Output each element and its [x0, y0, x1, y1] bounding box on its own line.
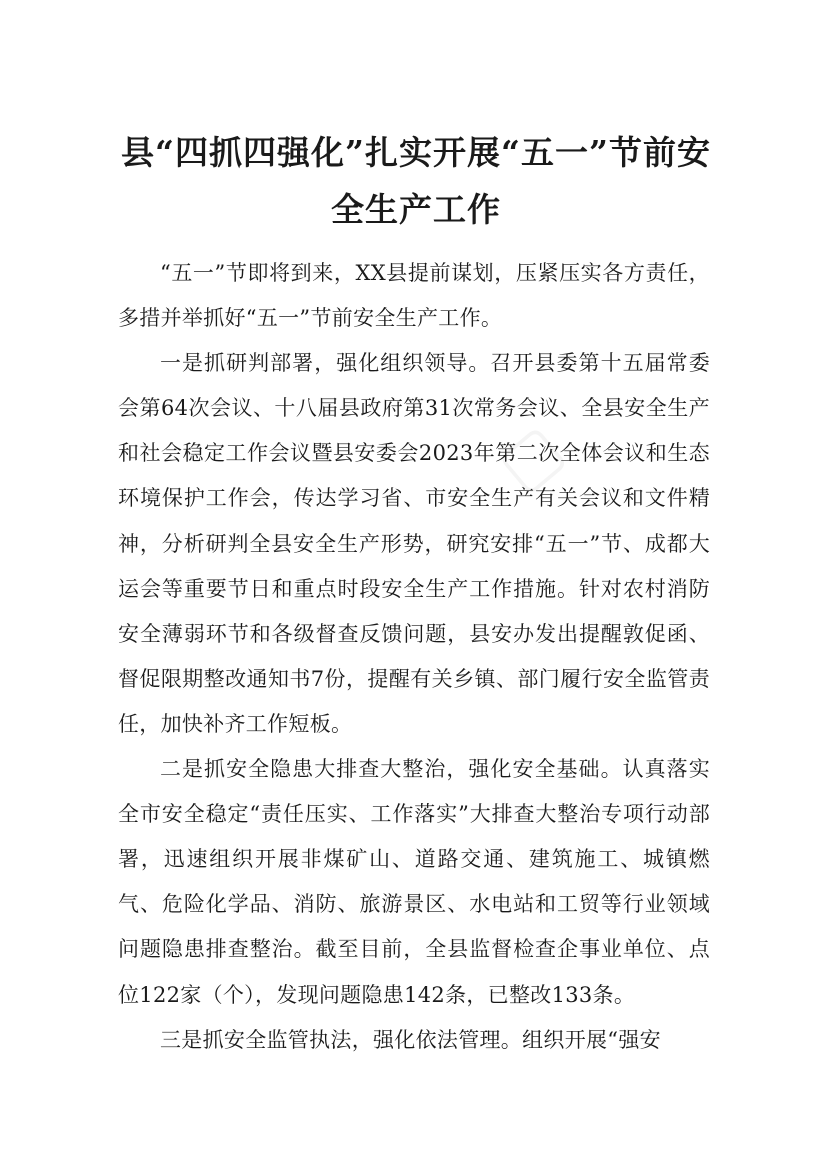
paragraph-point-3: 三是抓安全监管执法，强化依法管理。组织开展“强安 — [160, 1027, 661, 1052]
document-body — [118, 251, 710, 1063]
watermark: ▢ — [482, 409, 578, 506]
paragraph-intro: “五一”节即将到来，XX县提前谋划，压紧压实各方责任，多措并举抓好“五一”节前安全生产工作。 — [118, 261, 710, 331]
document-title — [118, 124, 714, 238]
paragraph-point-1: 一是抓研判部署，强化组织领导。召开县委第十五届常委会第64次会议、十八届县政府第31次常务会议、全县安全生产和社会稳定工作会议暨县安委会2023年第二次全体会议和生态环境保护工作会，传达学习省、市安全生产有关会议和文件精神，分析研判全县安全生产形势，研究安排“五一”节、成都大运会等重要节日和重点时段安全生产工作措施。针对农村消防安全薄弱环节和各级督查反馈问题，县安办发出提醒敦促函、督促限期整改通知书7份，提醒有关乡镇、部门履行安全监管责任，加快补齐工作短板。 — [118, 351, 710, 736]
title-line-1: 县“四抓四强化”扎实开展“五一”节前安 — [121, 133, 711, 172]
paragraph-point-2: 二是抓安全隐患大排查大整治，强化安全基础。认真落实全市安全稳定“责任压实、工作落实”大排查大整治专项行动部署，迅速组织开展非煤矿山、道路交通、建筑施工、城镇燃气、危险化学品、消防、旅游景区、水电站和工贸等行业领域问题隐患排查整治。截至目前，全县监督检查企事业单位、点位122家（个），发现问题隐患142条，已整改133条。 — [118, 757, 710, 1007]
title-line-2: 全生产工作 — [331, 190, 501, 229]
